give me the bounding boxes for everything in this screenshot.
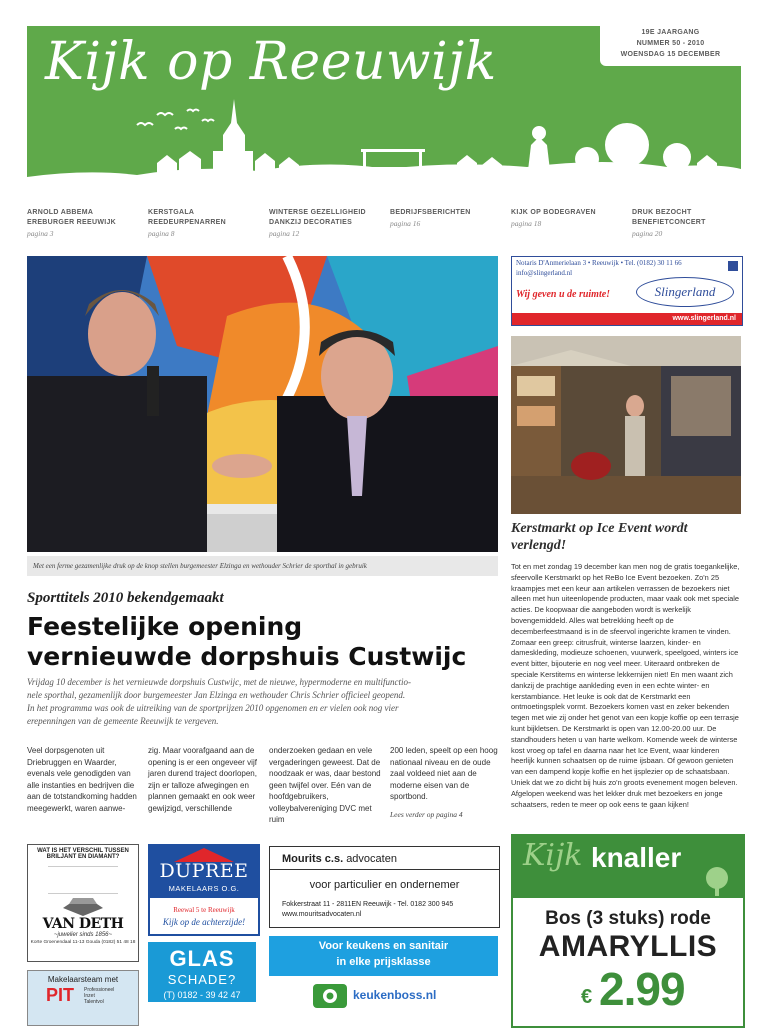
nav-item-benefietconcert[interactable] (632, 208, 747, 240)
nav-item-page: pagina 3 (27, 229, 54, 238)
pit-brand: PIT (46, 985, 75, 1005)
glas-bottom-panel (148, 1002, 256, 1024)
ad-email: info@slingerland.nl (516, 269, 573, 277)
nav-item-line1: WINTERSE GEZELLIGHEID (269, 209, 366, 216)
ad-question-line1: WAT IS HET VERSCHIL TUSSEN (37, 848, 129, 854)
glas-phone: (T) 0182 - 39 42 47 (163, 990, 241, 1000)
article-column-3: onderzoeken gedaan en vele vergaderingen geweest. Dat de noodzaak er was, daar bestond geen twijfel over. Eén van de hoofdgebruikers, volleybalvereniging DVC met ruim (269, 746, 381, 824)
nav-item-line1: BEDRIJFSBERICHTEN (390, 209, 471, 216)
nav-item-kerstgala[interactable] (148, 208, 263, 240)
keukenboss-line1: Voor keukens en sanitair (318, 940, 449, 952)
main-photo (27, 256, 498, 552)
pit-subtitles (84, 987, 114, 1005)
glas-brand: GLAS (169, 946, 235, 971)
logo-icon (728, 261, 738, 271)
dupree-ad[interactable] (148, 844, 260, 936)
headline-line2: vernieuwde dorpshuis Custwijc (27, 642, 467, 671)
slingerland-ad[interactable] (511, 256, 743, 326)
side-article-headline: Kerstmarkt op Ice Event wordt verlengd! (511, 521, 688, 553)
headline-line1: Feestelijke opening (27, 612, 303, 641)
dupree-brand: DUPREE (159, 860, 249, 882)
nav-item-bedrijfsberichten[interactable] (390, 208, 505, 230)
mourits-brand: Mourits c.s. (282, 853, 344, 865)
knaller-title: knaller (591, 842, 682, 873)
photo-caption: Met een ferme gezamenlijke druk op de knop stellen burgemeester Elzinga en wethouder Schrier de sporthal in gebruik (27, 556, 498, 576)
mourits-tagline: voor particulier en ondernemer (309, 879, 460, 891)
pit-sub3: Talentvol (84, 999, 104, 1005)
mourits-address: Fokkerstraat 11 - 2811EN Reeuwijk - Tel. 0182 300 945 (282, 901, 454, 908)
kijkknaller-ad[interactable] (511, 834, 745, 1028)
vandeth-address: Korte Groenendaal 11-13 Gouda (0182) 51 48 18 (30, 940, 136, 945)
ad-address: Notaris D'Anmerielaan 3 • Reeuwijk • Tel. (0182) 30 11 66 (516, 259, 682, 267)
nav-item-line2: REEDEURPENARREN (148, 219, 227, 226)
nav-item-line1: ARNOLD ABBEMA (27, 209, 94, 216)
issue-volume: 19E JAARGANG (641, 29, 700, 36)
article-column-2: zig. Maar voorafgaand aan de opening is er een ongeveer vijf jaren durend traject doorlopen, zijn er talloze afwegingen en plannen gemaakt en ook weer gewijzigd, verschillende (148, 746, 257, 813)
keukenboss-logo-icon (313, 984, 347, 1008)
issue-info (600, 26, 741, 66)
knaller-price: 2.99 (599, 963, 685, 1015)
continued-link[interactable]: Lees verder op pagina 4 (390, 810, 463, 819)
mourits-url: www.mouritsadvocaten.nl (282, 911, 362, 918)
side-article-body: Tot en met zondag 19 december kan men nog de gratis toegankelijke, sfeervolle Kerstmarkt op het ReBo Ice Event bezoeken. Zo'n 25 kraampjes met een keur aan artikelen verrassen de bezoekers niet alleen met hun uiteenlopende producten, maar vaak ook met speciale acties. De koopwaar die aangeboden wordt is werkelijk bovengemiddeld. Alles wat betrekking heeft op de decemberfeestmaand is in de sfeervol ingerichte kramen te vinden. Zomaar een greep: citrusfruit, winterse laarzen, kinder- en dameskleding, modieuze schoenen, vuurwerk, speelgoed, winters ice event bitter, bijouterie en nog veel meer. Uiteraard ontbreken de speciale Kerstitems en winterse lekkernijen niet! En men waant zich dankzij de prachtige aankleding even in een echte winter- en kerstambiance. Het leuke is ook dat de Kerstmarkt een ontmoetingsplek vormt. Bezoekers komen vast en zeker bekenden tegen met wie zij onder het genot van een kopje koffie op een terrasje kunt bijkletsen. De Kerstmarkt is open van 12.00-20.00 uur. De standhouders heten u van harte welkom. Komende week de winterse kost vroeg op tafel en daarna naar het Ice Event, waar kinderen heerlijk kunnen schaatsen op de ruime ijsbaan. Of gewoon genieten van een dampend kopje koffie en het ijsplezier op de schaatsbaan. Uniek dat we zo dicht bij huis zo'n groots evenement mogen beleven. Afgelopen weekend was het lekker druk met bezoekers en jonge schaatsers, reden te meer op ook eens te gaan kijken! (511, 562, 740, 809)
knaller-kijk: Kijk (523, 838, 583, 873)
nav-item-line2: EREBURGER REEUWIJK (27, 219, 117, 226)
issue-number: NUMMER 50 - 2010 (636, 40, 705, 47)
mourits-ad[interactable] (269, 846, 500, 928)
nav-item-bodegraven[interactable] (511, 208, 626, 230)
mourits-type: advocaten (346, 853, 397, 865)
christmas-market-photo (511, 336, 741, 514)
divider (270, 869, 499, 870)
keukenboss-line2: in elke prijsklasse (336, 956, 431, 968)
ad-body-text-placeholder (48, 866, 118, 894)
keukenboss-ad[interactable] (269, 936, 498, 1024)
article-headline (27, 612, 507, 672)
vandeth-ad[interactable] (27, 844, 139, 962)
dupree-line1: Reewal 5 te Reeuwijk (173, 906, 235, 914)
intro-line: nele sporthal, gezamenlijk door burgemeester Jan Elzinga en wethouder Chris Schrier officieel geopend. (27, 690, 406, 700)
masthead (27, 26, 741, 195)
dupree-line2: Kijk op de achterzijde! (162, 917, 246, 927)
article-kicker: Sporttitels 2010 bekendgemaakt (27, 590, 224, 606)
knaller-currency: € (581, 986, 593, 1008)
nav-item-line1: DRUK BEZOCHT (632, 209, 692, 216)
article-intro (27, 676, 502, 728)
glas-sub: SCHADE? (167, 972, 237, 987)
nav-item-line1: KERSTGALA (148, 209, 195, 216)
ad-slogan: Wij geven u de ruimte! (516, 289, 611, 300)
vandeth-brand: VAN DETH (42, 916, 124, 932)
village-skyline-illustration (27, 85, 741, 195)
nav-item-page: pagina 8 (148, 229, 175, 238)
nav-item-abbema[interactable] (27, 208, 142, 240)
pit-ad[interactable] (27, 970, 139, 1026)
knaller-product-line: Bos (3 stuks) rode (545, 908, 711, 929)
nav-item-page: pagina 12 (269, 229, 300, 238)
newspaper-title: Kijk op Reeuwijk (45, 32, 497, 92)
intro-line: In het programma was ook de uitreiking van de sportprijzen 2010 opgenomen en er vielen ook nog vier (27, 703, 399, 713)
issue-date: WOENSDAG 15 DECEMBER (620, 51, 721, 58)
nav-item-line2: BENEFIETCONCERT (632, 219, 706, 226)
intro-line: Vrijdag 10 december is het vernieuwde dorpshuis Custwijc, met de nieuwe, hypermoderne en multifunctio- (27, 677, 412, 687)
pit-sub2: Inzet (84, 993, 95, 999)
article-column-4: 200 leden, speelt op een hoog nationaal niveau en de oude zaal voldeed niet aan de moderne eisen van de sportbond. (390, 746, 498, 801)
pit-line1: Makelaarsteam met (47, 975, 119, 984)
nav-item-page: pagina 16 (390, 219, 421, 228)
knaller-product: AMARYLLIS (538, 930, 718, 963)
glas-schade-ad[interactable] (148, 942, 256, 1024)
nav-item-page: pagina 18 (511, 219, 542, 228)
keukenboss-brand: keukenboss.nl (353, 988, 437, 1002)
intro-line: erepenningen van de gemeente Reeuwijk te vergeven. (27, 716, 219, 726)
article-column-1: Veel dorpsgenoten uit Driebruggen en Waarder, evenals vele genodigden van alle instanties en bedrijven die aan de totstandkoming hadden meegewerkt, waren aanwe- (27, 746, 137, 813)
nav-item-winterse-gezelligheid[interactable] (269, 208, 384, 240)
tree-icon (693, 866, 741, 896)
pit-sub1: Professioneel (84, 987, 115, 993)
vandeth-since: ~juwelier sinds 1856~ (53, 932, 113, 938)
ad-question-line2: BRILJANT EN DIAMANT? (46, 854, 120, 860)
ad-url: www.slingerland.nl (512, 313, 742, 325)
diamond-icon (63, 898, 103, 916)
mourits-title (282, 853, 397, 865)
nav-item-line2: DANKZIJ DECORATIES (269, 219, 353, 226)
dupree-sub: MAKELAARS O.G. (168, 884, 240, 893)
nav-item-line1: KIJK OP BODEGRAVEN (511, 209, 596, 216)
nav-item-page: pagina 20 (632, 229, 663, 238)
slingerland-logo: Slingerland (636, 277, 734, 307)
